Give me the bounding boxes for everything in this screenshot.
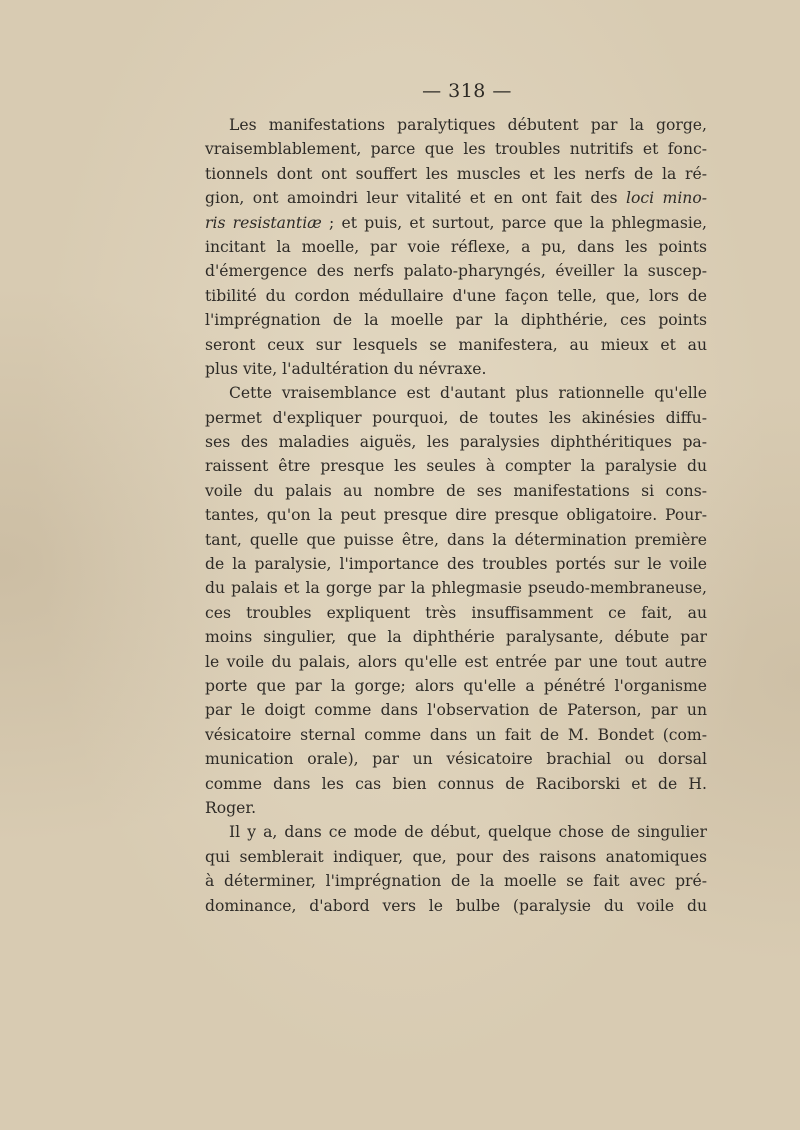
line-text: raissent être presque les seules à compter la paralysie du — [205, 457, 707, 476]
line-text: tionnels dont ont souffert les muscles et les nerfs de la ré- — [205, 164, 707, 183]
text-line — [205, 137, 707, 161]
text-line — [205, 625, 707, 649]
line-text: Il y a, dans ce mode de début, quelque chose de singulier — [229, 823, 707, 842]
text-line — [205, 845, 707, 869]
line-text: de la paralysie, l'importance des troubles portés sur le voile — [205, 555, 707, 574]
line-text: vraisemblablement, parce que les troubles nutritifs et fonc- — [205, 140, 707, 159]
text-line — [205, 333, 707, 357]
text-line — [205, 528, 707, 552]
text-line — [205, 162, 707, 186]
line-text: le voile du palais, alors qu'elle est entrée par une tout autre — [205, 652, 707, 671]
text-line — [205, 894, 707, 918]
text-line — [205, 796, 707, 820]
line-text: à déterminer, l'imprégnation de la moelle se fait avec pré- — [205, 872, 707, 891]
line-text: ; et puis, et surtout, parce que la phlegmasie, — [321, 213, 707, 232]
text-line — [205, 723, 707, 747]
text-line — [205, 406, 707, 430]
line-text: plus vite, l'adultération du névraxe. — [205, 359, 487, 378]
line-text: d'émergence des nerfs palato-pharyngés, éveiller la suscep- — [205, 262, 707, 281]
line-text: permet d'expliquer pourquoi, de toutes les akinésies diffu- — [205, 408, 707, 427]
line-text: par le doigt comme dans l'observation de Paterson, par un — [205, 701, 707, 720]
body-text — [205, 113, 707, 918]
text-line — [205, 601, 707, 625]
text-line — [205, 552, 707, 576]
line-text: tantes, qu'on la peut presque dire presque obligatoire. Pour- — [205, 506, 707, 525]
line-text: Cette vraisemblance est d'autant plus rationnelle qu'elle — [229, 384, 707, 403]
text-line — [205, 381, 707, 405]
line-text: comme dans les cas bien connus de Raciborski et de H. — [205, 774, 707, 793]
line-text: gion, ont amoindri leur vitalité et en ont fait des — [205, 189, 626, 208]
text-line — [205, 576, 707, 600]
line-text: l'imprégnation de la moelle par la diphthérie, ces points — [205, 311, 707, 330]
line-text: Roger. — [205, 798, 257, 817]
text-line — [205, 747, 707, 771]
line-text: ses des maladies aiguës, les paralysies diphthéritiques pa- — [205, 433, 707, 452]
text-line — [205, 674, 707, 698]
italic-text: ris resistantiæ — [205, 213, 322, 232]
text-line — [205, 186, 707, 210]
line-text: porte que par la gorge; alors qu'elle a pénétré l'organisme — [205, 676, 707, 695]
text-line — [205, 820, 707, 844]
text-line — [205, 235, 707, 259]
line-text: dominance, d'abord vers le bulbe (paralysie du voile du — [205, 896, 707, 915]
text-line — [205, 869, 707, 893]
text-line — [205, 454, 707, 478]
line-text: munication orale), par un vésicatoire brachial ou dorsal — [205, 750, 707, 769]
text-line — [205, 113, 707, 137]
line-text: Les manifestations paralytiques débutent par la gorge, — [229, 116, 707, 134]
line-text: moins singulier, que la diphthérie paralysante, débute par — [205, 628, 707, 647]
italic-text: loci mino- — [625, 189, 708, 208]
text-line — [205, 479, 707, 503]
line-text: qui semblerait indiquer, que, pour des raisons anatomiques — [205, 847, 707, 866]
text-line — [205, 650, 707, 674]
page-number: — 318 — — [422, 80, 512, 102]
text-line — [205, 357, 707, 381]
line-text: incitant la moelle, par voie réflexe, a pu, dans les points — [205, 237, 707, 256]
line-text: seront ceux sur lesquels se manifestera, au mieux et au — [205, 335, 707, 354]
text-line — [205, 308, 707, 332]
line-text: vésicatoire sternal comme dans un fait de M. Bondet (com- — [205, 725, 707, 744]
line-text: ces troubles expliquent très insuffisamment ce fait, au — [205, 603, 707, 622]
text-line — [205, 503, 707, 527]
text-line — [205, 772, 707, 796]
text-line — [205, 284, 707, 308]
text-line — [205, 211, 707, 235]
text-line — [205, 698, 707, 722]
text-line — [205, 430, 707, 454]
line-text: tibilité du cordon médullaire d'une façon telle, que, lors de — [205, 286, 707, 305]
line-text: tant, quelle que puisse être, dans la détermination première — [205, 530, 707, 549]
line-text: du palais et la gorge par la phlegmasie pseudo-membraneuse, — [205, 579, 707, 598]
line-text: voile du palais au nombre de ses manifestations si cons- — [205, 481, 707, 500]
text-line — [205, 259, 707, 283]
